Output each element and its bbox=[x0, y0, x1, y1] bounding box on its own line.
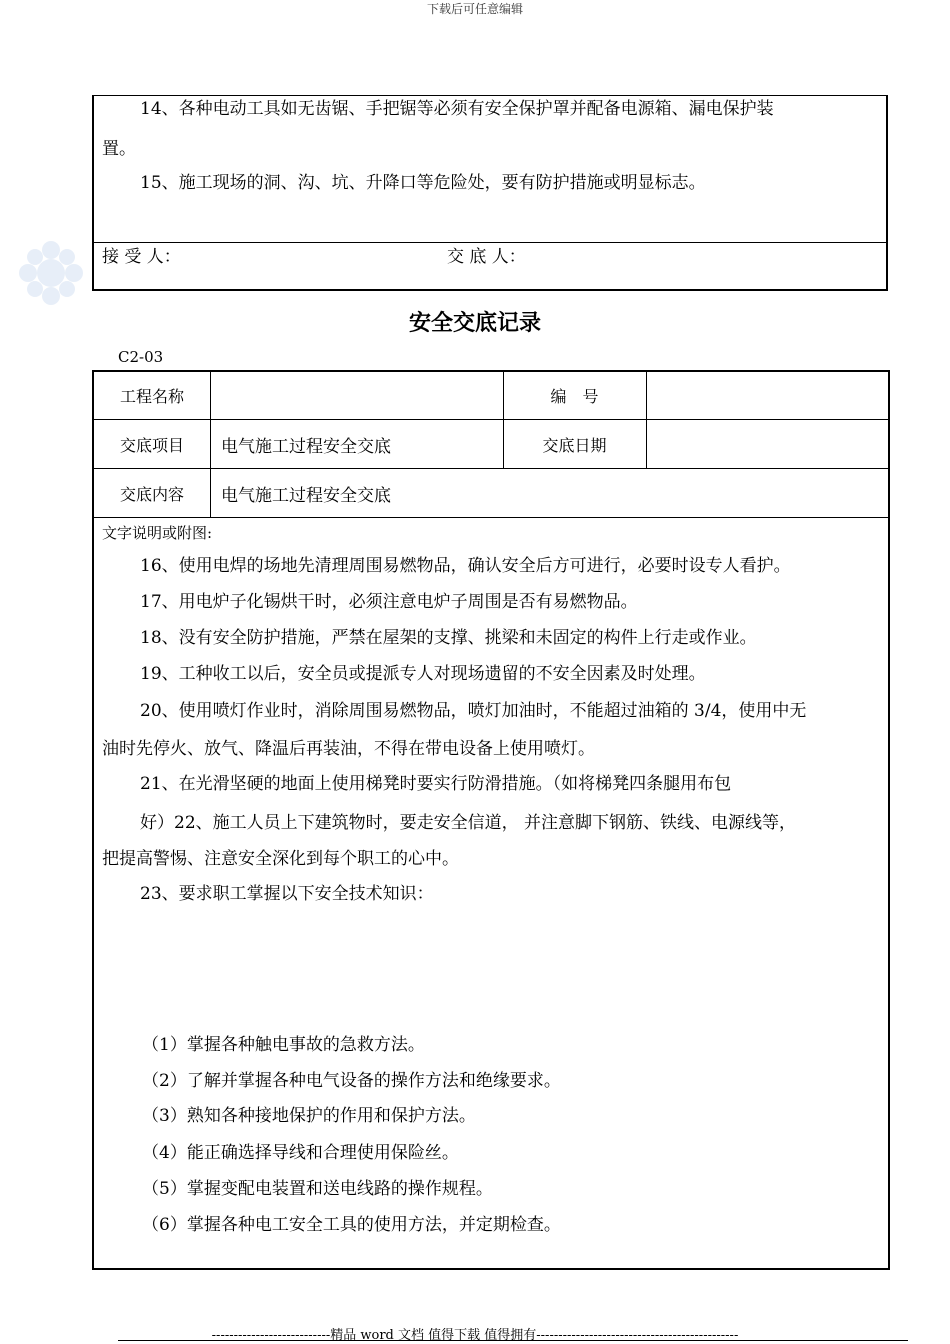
sub-item-2: （2）了解并掌握各种电气设备的操作方法和绝缘要求。 bbox=[142, 1071, 561, 1091]
form-code: C2-03 bbox=[118, 348, 164, 366]
number-value bbox=[656, 372, 886, 419]
content-label: 交底内容 bbox=[119, 484, 184, 504]
continuation-box bbox=[92, 95, 888, 291]
item-17: 17、用电炉子化锡烘干时，必须注意电炉子周围是否有易燃物品。 bbox=[140, 592, 638, 612]
date-label: 交底日期 bbox=[542, 435, 607, 455]
signature-divider bbox=[94, 242, 886, 243]
col-divider-3 bbox=[646, 372, 647, 468]
item-23: 23、要求职工掌握以下安全技术知识： bbox=[140, 884, 434, 904]
body-intro: 文字说明或附图: bbox=[102, 524, 213, 542]
sub-item-6: （6）掌握各种电工安全工具的使用方法，并定期检查。 bbox=[142, 1215, 561, 1235]
project-name-value bbox=[220, 372, 500, 419]
item-16: 16、使用电焊的场地先清理周围易燃物品，确认安全后方可进行，必要时设专人看护。 bbox=[140, 556, 791, 576]
footer-note: ---------------------------精品 word 文档 值得下载 值得拥有---------------------------------------------- bbox=[211, 1328, 739, 1343]
item-label: 交底项目 bbox=[119, 435, 184, 455]
item-value: 电气施工过程安全交底 bbox=[221, 436, 391, 457]
item-14-line-1: 14、各种电动工具如无齿锯、手把锯等必须有安全保护罩并配备电源箱、漏电保护装 bbox=[140, 99, 774, 119]
col-divider-1 bbox=[210, 372, 211, 517]
number-label: 编 号 bbox=[550, 387, 599, 406]
item-19: 19、工种收工以后，安全员或提派专人对现场遗留的不安全因素及时处理。 bbox=[140, 664, 706, 684]
sub-item-1: （1）掌握各种触电事故的急救方法。 bbox=[142, 1035, 425, 1055]
sub-item-5: （5）掌握变配电装置和送电线路的操作规程。 bbox=[142, 1179, 493, 1199]
snowflake-watermark-icon bbox=[18, 240, 84, 306]
item-20-line-2: 油时先停火、放气、降温后再装油，不得在带电设备上使用喷灯。 bbox=[102, 739, 595, 759]
header-note: 下载后可任意编辑 bbox=[426, 2, 523, 16]
date-value bbox=[656, 420, 886, 468]
sub-item-3: （3）熟知各种接地保护的作用和保护方法。 bbox=[142, 1106, 476, 1126]
receiver-label: 接 受 人： bbox=[102, 247, 181, 267]
record-table bbox=[92, 370, 890, 1270]
item-14-line-2: 置。 bbox=[102, 139, 136, 159]
footer-rule bbox=[118, 1340, 908, 1341]
item-21: 21、在光滑坚硬的地面上使用梯凳时要实行防滑措施。（如将梯凳四条腿用布包 bbox=[140, 774, 732, 794]
row-divider-3 bbox=[94, 517, 888, 518]
item-22-line-2: 把提高警惕、注意安全深化到每个职工的心中。 bbox=[102, 849, 459, 869]
item-15: 15、施工现场的洞、沟、坑、升降口等危险处，要有防护措施或明显标志。 bbox=[140, 173, 706, 193]
discloser-label: 交 底 人： bbox=[447, 247, 526, 267]
item-18: 18、没有安全防护措施，严禁在屋架的支撑、挑梁和未固定的构件上行走或作业。 bbox=[140, 628, 757, 648]
content-value: 电气施工过程安全交底 bbox=[221, 485, 391, 506]
item-20-line-1: 20、使用喷灯作业时，消除周围易燃物品，喷灯加油时，不能超过油箱的 3/4，使用中无 bbox=[140, 701, 807, 721]
page-title: 安全交底记录 bbox=[408, 311, 541, 336]
sub-item-4: （4）能正确选择导线和合理使用保险丝。 bbox=[142, 1143, 459, 1163]
item-22-line-1: 好）22、施工人员上下建筑物时，要走安全信道， 并注意脚下钢筋、铁线、电源线等， bbox=[140, 813, 797, 833]
project-name-label: 工程名称 bbox=[119, 387, 184, 406]
